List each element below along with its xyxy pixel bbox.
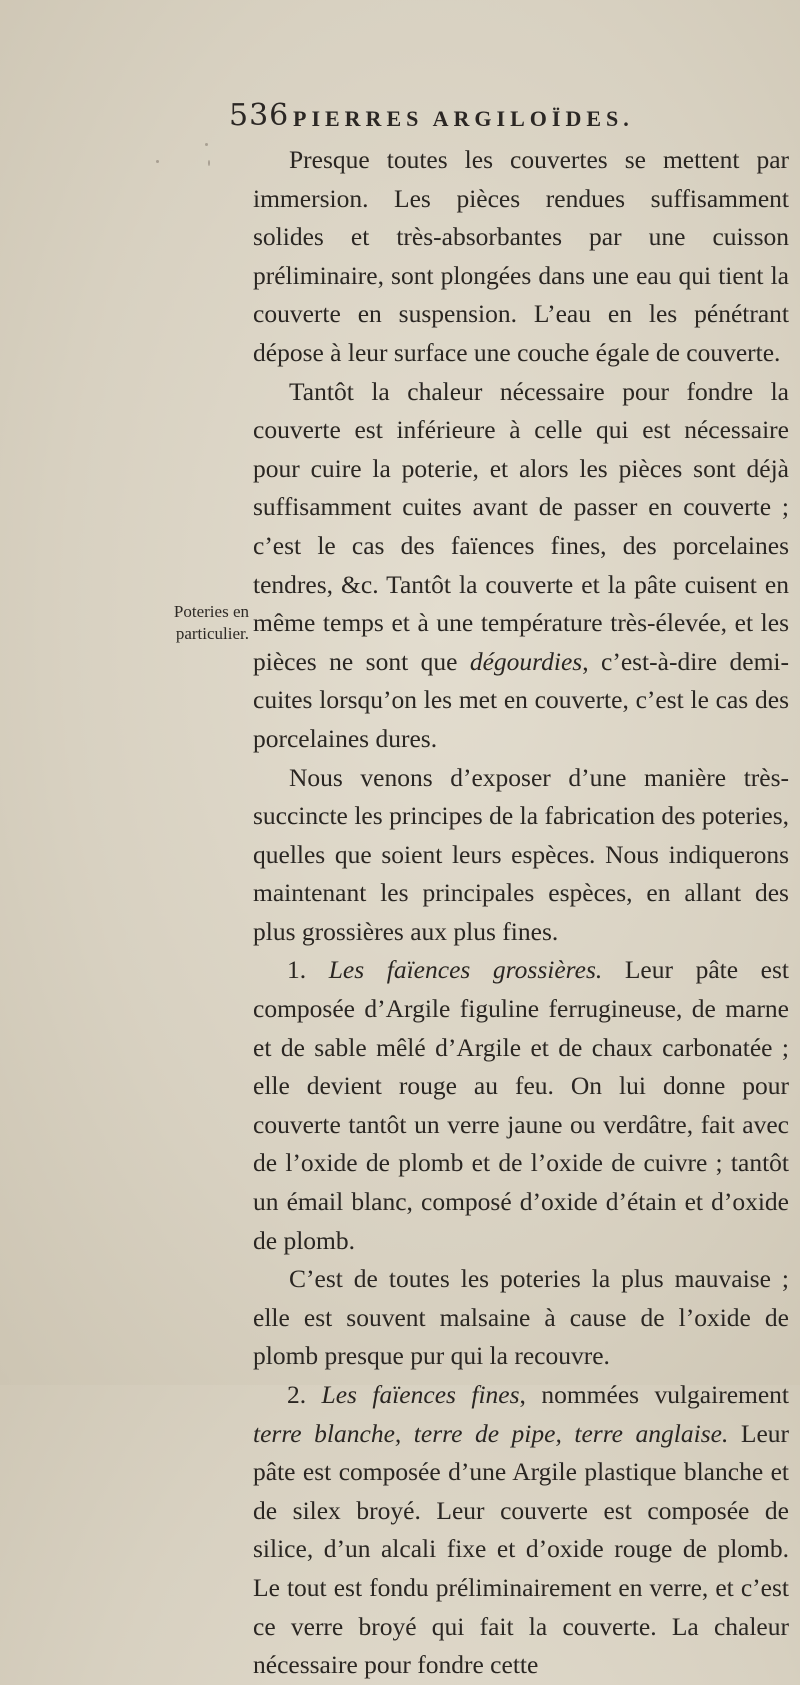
paragraph-faiences-fines bbox=[253, 1376, 789, 1685]
paragraph-chaleur bbox=[253, 373, 789, 759]
paragraph-faiences-fines-italic: terre blanche, terre de pipe, terre anglaise. bbox=[253, 1418, 729, 1448]
paragraph-mauvaise: C’est de toutes les poteries la plus mauvaise ; elle est souvent malsaine à cause de l’oxide de plomb presque pur qui la recouvre. bbox=[253, 1264, 789, 1371]
running-head: PIERRES ARGILOÏDES. bbox=[293, 106, 634, 131]
paragraph-faiences-fines-part-2: Leur pâte est composée d’une Argile plastique blanche et de silex broyé. Leur couverte est composée de silice, d’un alcali fixe et d’oxide rouge de plomb. Le tout est fondu préliminairement en verre, et c’est ce verre broyé qui fait la couverte. La chaleur nécessaire pour fondre cette bbox=[253, 1418, 790, 1680]
paragraph-chaleur-part-1: Tantôt la chaleur nécessaire pour fondre la couverte est inférieure à celle qui est nécessaire pour cuire la poterie, et alors les pièces sont déjà suffisamment cuites avant de passer en couverte ; c’est le cas des faïences fines, des porcelaines tendres, &c. Tantôt la couverte et la pâte cuisent en même temps et à une température très-élevée, et les pièces ne sont que bbox=[253, 376, 789, 676]
paragraph-chaleur-part-2: , c’est-à-dire demi-cuites lorsqu’on les met en couverte, c’est le cas des porcelaines dures. bbox=[253, 646, 789, 753]
item-heading-faiences-fines: Les faïences fines bbox=[321, 1380, 520, 1409]
paper-speck bbox=[205, 143, 208, 146]
paragraph-faiences-fines-part-1: , nommées vulgairement bbox=[519, 1380, 790, 1409]
page-header bbox=[229, 98, 789, 138]
body-text bbox=[253, 141, 789, 1685]
margin-note-line-2: particulier. bbox=[175, 624, 249, 643]
item-heading-faiences-grossieres: Les faïences grossières. bbox=[328, 955, 603, 985]
paper-speck bbox=[208, 160, 210, 166]
margin-note-line-1: Poteries en bbox=[173, 602, 249, 621]
page-number: 536 bbox=[229, 98, 290, 133]
paragraph-immersion: Presque toutes les couvertes se mettent par immersion. Les pièces rendues suffisamment solides et très-absorbantes par une cuisson préliminaire, sont plongées dans une eau qui tient la couverte en suspension. L’eau en les pénétrant dépose à leur surface une couche égale de couverte. bbox=[253, 145, 789, 367]
paper-speck bbox=[156, 160, 159, 163]
paragraph-chaleur-italic: dégourdies bbox=[469, 646, 583, 676]
paragraph-principes: Nous venons d’exposer d’une manière très-succincte les principes de la fabrication des poteries, quelles que soient leurs espèces. Nous indiquerons maintenant les principales espèces, en allant des plus grossières aux plus fines. bbox=[253, 762, 789, 946]
paragraph-faiences-grossieres-text: Leur pâte est composée d’Argile figuline ferrugineuse, de marne et de sable mêlé d’Argile et de chaux carbonatée ; elle devient rouge au feu. On lui donne pour couverte tantôt un verre jaune ou verdâtre, fait avec de l’oxide de plomb et de l’oxide de cuivre ; tantôt un émail blanc, composé d’oxide d’étain et d’oxide de plomb. bbox=[253, 955, 790, 1255]
item-number-2: 2. bbox=[287, 1380, 307, 1409]
item-number-1: 1. bbox=[287, 955, 307, 985]
margin-note bbox=[137, 601, 249, 645]
paragraph-faiences-grossieres bbox=[253, 951, 789, 1260]
